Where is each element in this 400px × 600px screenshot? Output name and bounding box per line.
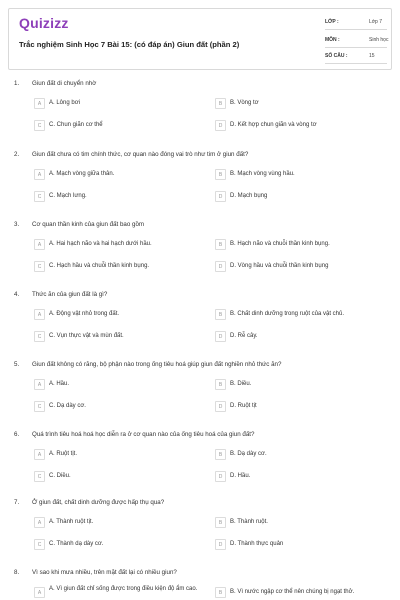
question-number: 7.	[14, 499, 20, 506]
option-text: A. Ruột tịt.	[49, 451, 78, 457]
question-number: 4.	[14, 291, 20, 298]
meta-question-count	[325, 49, 385, 67]
question-number: 1.	[14, 80, 20, 87]
question-text: Vì sao khi mưa nhiều, trên mặt đất lại có nhiều giun?	[32, 569, 177, 576]
meta-value: 15	[369, 53, 375, 59]
option-letter: A	[34, 587, 45, 598]
option-d[interactable]	[215, 191, 390, 205]
option-text: C. Mạch lưng.	[49, 193, 87, 199]
option-text: B. Vòng tơ	[230, 100, 259, 106]
question-number: 6.	[14, 431, 20, 438]
worksheet-meta	[325, 9, 393, 71]
question-text: Thức ăn của giun đất là gì?	[32, 291, 108, 298]
option-letter: A	[34, 239, 45, 250]
option-a[interactable]	[34, 239, 209, 253]
option-a[interactable]	[34, 517, 209, 531]
option-text: C. Thành dạ dày cơ.	[49, 541, 104, 547]
option-c[interactable]	[34, 539, 209, 553]
option-b[interactable]	[215, 98, 390, 112]
option-text: D. Vòng hầu và chuỗi thần kinh bụng	[230, 263, 329, 269]
option-text: A. Mạch vòng giữa thân.	[49, 171, 115, 177]
option-letter: B	[215, 309, 226, 320]
option-letter: A	[34, 517, 45, 528]
quizizz-logo: Quizizz	[19, 15, 69, 31]
question-5	[0, 361, 400, 431]
option-letter: B	[215, 169, 226, 180]
option-b[interactable]	[215, 169, 390, 183]
option-letter: C	[34, 471, 45, 482]
option-text: A. Vì giun đất chỉ sống được trong điều kiện độ ẩm cao.	[49, 586, 198, 592]
option-b[interactable]	[215, 587, 390, 600]
option-letter: D	[215, 191, 226, 202]
option-d[interactable]	[215, 401, 390, 415]
option-letter: B	[215, 449, 226, 460]
option-text: A. Thành ruột tịt.	[49, 519, 94, 525]
question-4	[0, 291, 400, 361]
option-d[interactable]	[215, 331, 390, 345]
option-a[interactable]	[34, 587, 209, 600]
option-text: B. Mạch vòng vùng hầu.	[230, 171, 295, 177]
option-text: A. Hầu.	[49, 381, 70, 387]
option-letter: B	[215, 239, 226, 250]
option-letter: D	[215, 401, 226, 412]
option-letter: B	[215, 587, 226, 598]
meta-underline	[325, 63, 387, 64]
question-text: Giun đất không có răng, bộ phận nào trong ống tiêu hoá giúp giun đất nghiền nhỏ thức ăn?	[32, 361, 282, 368]
option-text: C. Vụn thực vật và mùn đất.	[49, 333, 124, 339]
question-8	[0, 569, 400, 600]
option-text: C. Hạch hầu và chuỗi thần kinh bụng.	[49, 263, 150, 269]
option-text: D. Kết hợp chun giãn và vòng tơ	[230, 122, 317, 128]
option-a[interactable]	[34, 309, 209, 323]
question-1	[0, 80, 400, 150]
option-letter: A	[34, 98, 45, 109]
option-letter: D	[215, 539, 226, 550]
option-a[interactable]	[34, 449, 209, 463]
option-text: B. Chất dinh dưỡng trong ruột của vật chủ.	[230, 311, 345, 317]
option-letter: D	[215, 261, 226, 272]
question-7	[0, 499, 400, 569]
option-letter: B	[215, 98, 226, 109]
question-6	[0, 431, 400, 501]
option-letter: A	[34, 379, 45, 390]
option-text: D. Ruột tịt	[230, 403, 257, 409]
option-a[interactable]	[34, 169, 209, 183]
option-text: B. Thành ruột.	[230, 519, 268, 525]
option-text: B. Diều.	[230, 381, 252, 387]
option-text: C. Diều.	[49, 473, 71, 479]
option-b[interactable]	[215, 517, 390, 531]
option-d[interactable]	[215, 261, 390, 275]
question-text: Quá trình tiêu hoá hoá học diễn ra ở cơ quan nào của ống tiêu hoá của giun đất?	[32, 431, 255, 438]
option-b[interactable]	[215, 239, 390, 253]
meta-underline	[325, 29, 387, 30]
option-c[interactable]	[34, 191, 209, 205]
option-b[interactable]	[215, 379, 390, 393]
option-text: D. Thành thực quản	[230, 541, 284, 547]
option-letter: C	[34, 539, 45, 550]
meta-value: Sinh học	[369, 37, 389, 43]
question-number: 3.	[14, 221, 20, 228]
option-b[interactable]	[215, 449, 390, 463]
question-text: Giun đất di chuyển nhờ	[32, 80, 97, 87]
option-c[interactable]	[34, 120, 209, 134]
meta-underline	[325, 47, 387, 48]
option-text: D. Hầu.	[230, 473, 251, 479]
option-text: D. Rễ cây.	[230, 333, 258, 339]
option-letter: A	[34, 449, 45, 460]
option-text: A. Động vật nhỏ trong đất.	[49, 311, 120, 317]
option-letter: B	[215, 379, 226, 390]
question-text: Giun đất chưa có tim chính thức, cơ quan nào đóng vai trò như tim ở giun đất?	[32, 151, 249, 158]
meta-value: Lớp 7	[369, 19, 383, 25]
option-letter: C	[34, 120, 45, 131]
meta-grade	[325, 15, 385, 33]
option-b[interactable]	[215, 309, 390, 323]
question-number: 8.	[14, 569, 20, 576]
option-letter: A	[34, 169, 45, 180]
option-c[interactable]	[34, 261, 209, 275]
option-letter: C	[34, 261, 45, 272]
option-c[interactable]	[34, 471, 209, 485]
option-text: B. Vì nước ngập cơ thể nên chúng bị ngạt thở.	[230, 589, 355, 595]
option-letter: C	[34, 191, 45, 202]
question-text: Ở giun đất, chất dinh dưỡng được hấp thụ qua?	[32, 499, 165, 506]
option-d[interactable]	[215, 471, 390, 485]
worksheet-title: Trắc nghiệm Sinh Học 7 Bài 15: (có đáp án) Giun đất (phần 2)	[19, 40, 240, 49]
option-letter: D	[215, 331, 226, 342]
question-text: Cơ quan thần kinh của giun đất bao gồm	[32, 221, 145, 228]
option-text: A. Hai hạch não và hai hạch dưới hầu.	[49, 241, 152, 247]
question-number: 5.	[14, 361, 20, 368]
option-text: C. Chun giãn cơ thể	[49, 122, 103, 128]
option-letter: D	[215, 471, 226, 482]
option-text: A. Lông bơi	[49, 100, 80, 106]
worksheet-header	[8, 8, 392, 70]
meta-label: MÔN :	[325, 37, 340, 43]
option-letter: C	[34, 331, 45, 342]
option-d[interactable]	[215, 120, 390, 134]
option-text: B. Hạch não và chuỗi thần kinh bụng.	[230, 241, 330, 247]
option-letter: C	[34, 401, 45, 412]
option-a[interactable]	[34, 98, 209, 112]
option-a[interactable]	[34, 379, 209, 393]
option-letter: A	[34, 309, 45, 320]
meta-label: SỐ CÂU :	[325, 53, 348, 59]
option-c[interactable]	[34, 401, 209, 415]
option-d[interactable]	[215, 539, 390, 553]
option-text: C. Dạ dày cơ.	[49, 403, 86, 409]
option-text: D. Mạch bụng	[230, 193, 268, 199]
question-number: 2.	[14, 151, 20, 158]
option-letter: D	[215, 120, 226, 131]
option-letter: B	[215, 517, 226, 528]
option-text: B. Dạ dày cơ.	[230, 451, 267, 457]
option-c[interactable]	[34, 331, 209, 345]
question-3	[0, 221, 400, 291]
meta-label: LỚP :	[325, 19, 339, 25]
question-2	[0, 151, 400, 221]
